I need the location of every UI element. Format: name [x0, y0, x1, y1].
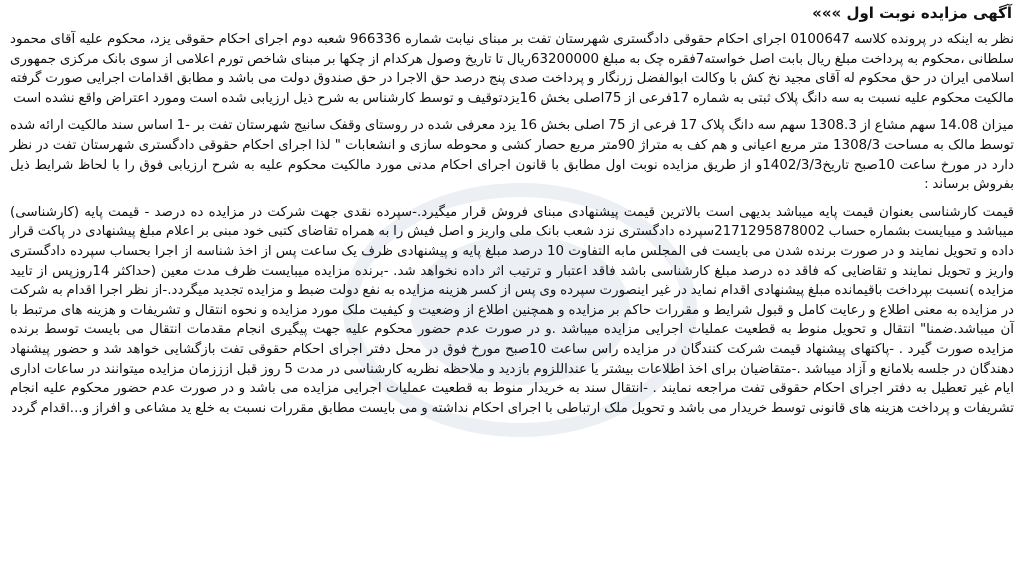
property-description-paragraph: میزان 14.08 سهم مشاع از 1308.3 سهم سه دانگ پلاک 17 فرعی از 75 اصلی بخش 16 یزد معرفی شده در روستای وقفک سانیج شهرستان تفت بر -1 اساس سند مالکیت ارائه شده توسط مالک به مساحت 1308/3 متر مربع اعیانی و هم کف به متراژ 90متر مربع حصار کشی و محوطه سازی و انشعابات " لذا اجرای احکام حقوقی دادگستری شهرستان تفت در نظر دارد در مورخ ساعت 10صبح تاریخ1402/3/3و از طریق مزایده نوبت اول مطابق با قانون اجرای احکام مدنی مورد مالکیت محکوم علیه به شرح ارزیابی فوق را با لحاظ شرایط ذیل بفروش برساند :: [10, 118, 1015, 193]
notice-title: آگهی مزایده نوبت اول »»»: [812, 4, 1012, 22]
case-background-paragraph: نظر به اینکه در پرونده کلاسه 0100647 اجرای احکام حقوقی دادگستری شهرستان تفت بر مبنای نیابت شماره 966336 شعبه دوم اجرای احکام حقوقی یزد، محکوم علیه آقای محمود سلطانی ،محکوم به پرداخت مبلغ ریال بابت اصل خواسته7فقره چک به مبلغ 63200000ریال تا تاریخ وصول هرکدام از چکها بر مبنای شاخص تورم اعلامی از سوی بانک مرکزی جمهوری اسلامی ایران در حق محکوم له آقای مجید نخ کش با وکالت ابوالفضل زرنگار و پرداخت صدی پنج درصد حق الاجرا در حق صندوق دولت می باشد و مطابق اقدامات اجرایی صورت گرفته مالکیت محکوم علیه نسبت به سه دانگ پلاک ثبتی به شماره 17فرعی از 75اصلی بخش 16یزدتوقیف و توسط کارشناس به شرح ذیل ارزیابی شده است ومورد اعتراض واقع نشده است: [10, 32, 1015, 106]
auction-terms-paragraph: قیمت کارشناسی بعنوان قیمت پایه میباشد بدیهی است بالاترین قیمت پیشنهادی مبنای فروش قرار میگیرد.-سپرده نقدی جهت شرکت در مزایده ده درصد - قیمت پایه (کارشناسی) میباشد و میبایست بشماره حساب 2171295878002سپرده دادگستری نزد شعب بانک ملی واریز و اصل فیش را به همراه تقاضای کتبی خود مبنی بر اعلام مبلغ پیشنهادی در پاکت قرار داده و تحویل نمایند و در صورت برنده شدن می بایست فی المجلس مابه التفاوت 10 درصد مبلغ پایه و پیشنهادی ظرف یک ساعت پس از اخذ شناسه از اجرا بحساب سپرده دادگستری واریز و تحویل نمایند و تقاضایی که فاقد ده درصد مبلغ کارشناسی باشد فاقد اعتبار و ترتیب اثر داده نخواهد شد. -برنده مزایده میبایست ظرف مدت معین (حداکثر 14روزپس از تایید مزایده )نسبت بپرداخت باقیمانده مبلغ پیشنهادی اقدام نماید در غیر اینصورت سپرده وی پس از کسر هزینه مزایده به نفع دولت ضبط و مزایده تجدید میگردد.-از نظر اجرا اقدام به شرکت در مزایده به معنی اطلاع و رعایت کامل و قبول شرایط و مقررات حاکم بر مزایده و همچنین اطلاع از وضعیت و کیفیت ملک مورد مزایده و نحوه انتقال و تشریفات و هزینه های مرتبط با آن میباشد.ضمنا" انتقال و تحویل منوط به قطعیت عملیات اجرایی مزایده میباشد .و در صورت عدم حضور محکوم علیه جهت پیگیری انجام مقدمات انتقال می بایست توسط برنده مزایده صورت گیرد . -پاکتهای پیشنهاد قیمت شرکت کنندگان در مزایده راس ساعت 10صبح مورخ فوق در محل دفتر اجرای احکام حقوقی تفت بازگشایی خواهد شد و حضور پیشنهاد دهندگان در جلسه بلامانع و آزاد میباشد .-متقاضیان برای اخذ اطلاعات بیشتر یا عنداللزوم بازدید و ملاحظه نظریه کارشناسی در مدت 5 روز قبل ازززمان مزایده میتوانند در ساعات اداری ایام غیر تعطیل به دفتر اجرای احکام حقوقی تفت مراجعه نمایند . -انتقال سند به خریدار منوط به قطعیت عملیات اجرایی مزایده می باشد و در صورت عدم حضور محکوم علیه انجام تشریفات و پرداخت هزینه های قانونی توسط خریدار می باشد و تحویل ملک ارتباطی با اجرای احکام نداشته و می بایست مطابق مقررات نسبت به خلع ید مشاعی و افراز و...اقدام گردد: [10, 204, 1014, 416]
